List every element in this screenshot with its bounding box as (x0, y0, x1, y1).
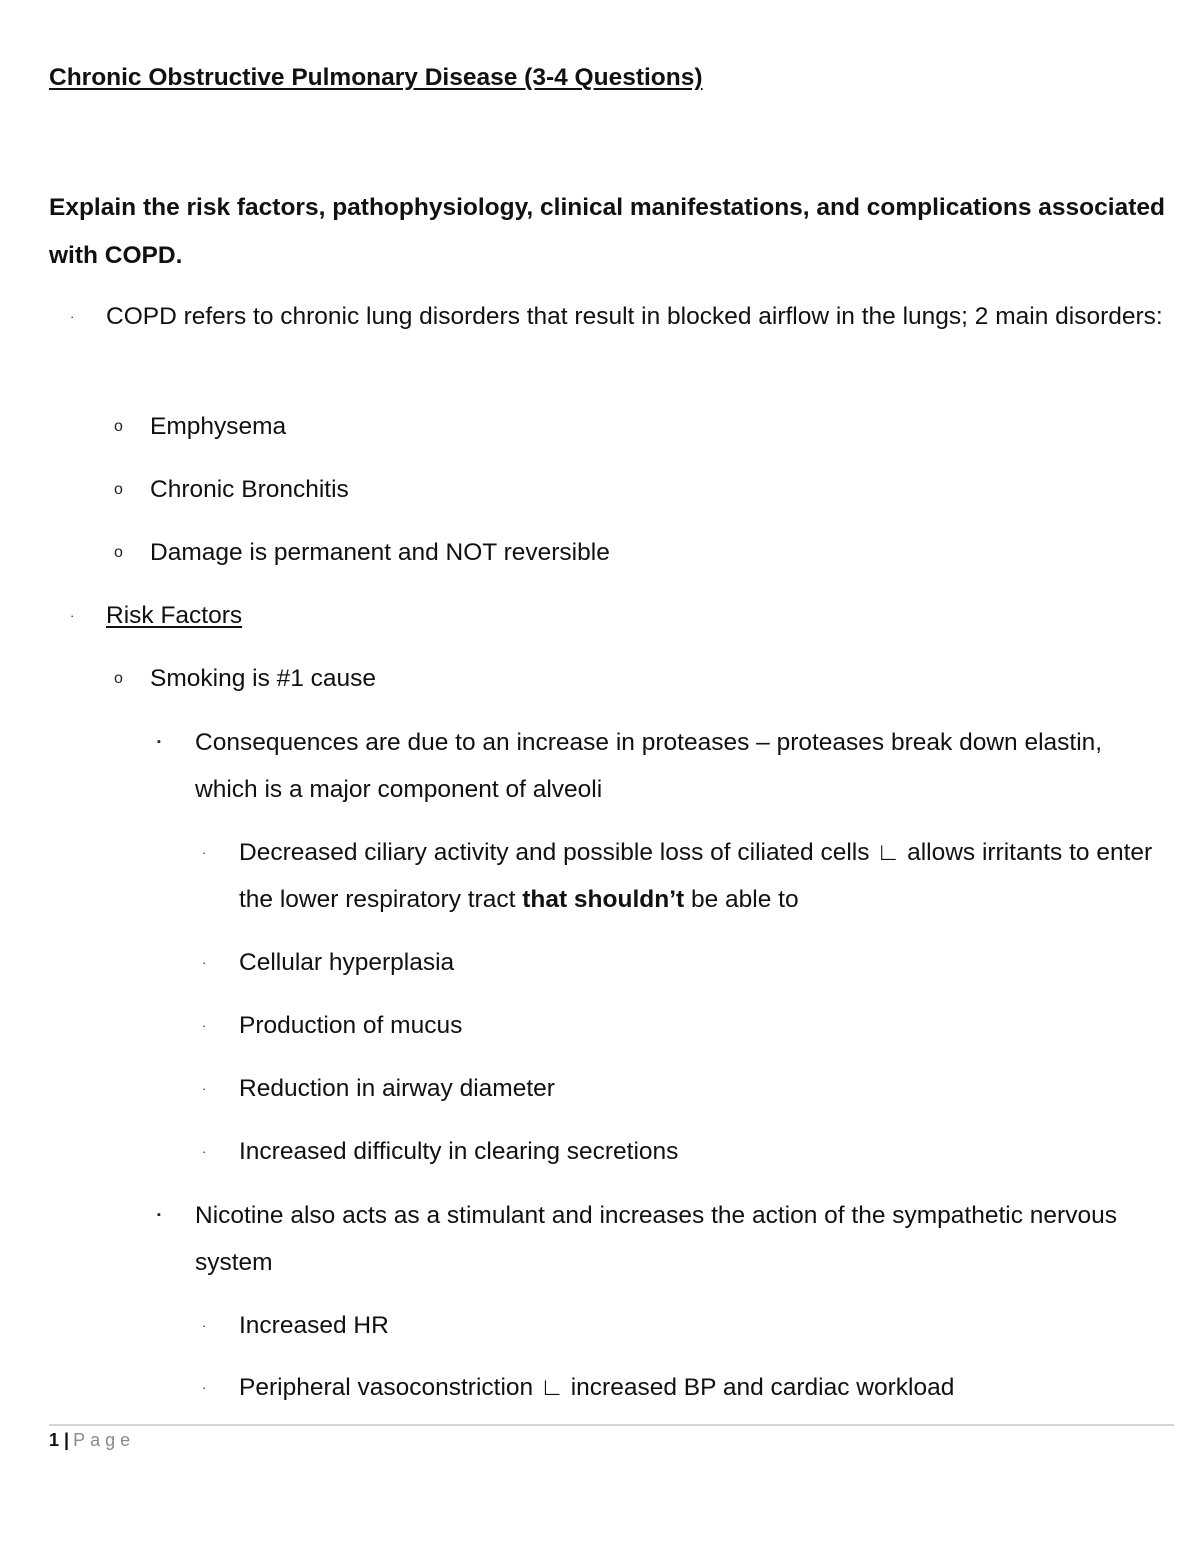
item-text: Consequences are due to an increase in proteases – proteases break down elastin, which is a major component of alveoli (195, 729, 1103, 803)
item-text: Damage is permanent and NOT reversible (150, 539, 610, 566)
page-label: Page (73, 1430, 136, 1450)
list-item-nicotine (157, 1192, 1170, 1286)
item-text: Cellular hyperplasia (239, 949, 455, 976)
page-footer (49, 1430, 135, 1451)
bullet-dot-icon: · (70, 608, 75, 623)
item-text: Emphysema (150, 413, 287, 440)
item-text: Reduction in airway diameter (239, 1075, 555, 1102)
question-heading: Explain the risk factors, pathophysiology, clinical manifestations, and complications associated with COPD. (49, 194, 1165, 269)
bullet-dot-icon: · (202, 1081, 207, 1096)
item-text: Increased difficulty in clearing secretions (239, 1138, 679, 1165)
footer-divider (49, 1424, 1174, 1426)
page-title: Chronic Obstructive Pulmonary Disease (3-4 Questions) (49, 64, 703, 91)
list-item-emphysema (114, 403, 1170, 450)
item-text: be able to (684, 886, 799, 913)
bullet-square-icon: ▪ (157, 736, 161, 748)
item-text: Nicotine also acts as a stimulant and increases the action of the sympathetic nervous system (195, 1202, 1117, 1276)
bullet-dot-icon: · (202, 1318, 207, 1333)
item-text: Peripheral vasoconstriction ∟ increased BP and cardiac workload (239, 1374, 955, 1401)
list-item-mucus (202, 1002, 1174, 1049)
item-text: Production of mucus (239, 1012, 463, 1039)
bullet-dot-icon: · (202, 845, 207, 860)
list-item-secretions (202, 1128, 1174, 1175)
section-heading-risk-factors: Risk Factors (106, 602, 243, 629)
list-item-copd-definition (70, 293, 1176, 340)
bullet-dot-icon: · (202, 955, 207, 970)
page-number: 1 (49, 1430, 60, 1450)
list-item-vasoconstriction (202, 1364, 1174, 1411)
list-item-hr (202, 1302, 1174, 1349)
bullet-dot-icon: · (202, 1018, 207, 1033)
bullet-circle-icon: o (114, 418, 123, 435)
item-text: Decreased ciliary activity and possible loss of ciliated cells ∟ allows irritants to enter the lower respiratory tract (239, 839, 1153, 913)
list-item-chronic-bronchitis (114, 466, 1170, 513)
list-item-smoking (114, 655, 1170, 702)
bullet-dot-icon: · (70, 309, 75, 324)
bullet-circle-icon: o (114, 481, 123, 498)
list-item-risk-factors (70, 592, 1176, 639)
footer-separator: | (64, 1430, 70, 1450)
list-item-airway (202, 1065, 1174, 1112)
bullet-square-icon: ▪ (157, 1209, 161, 1221)
list-item-hyperplasia (202, 939, 1174, 986)
list-item-ciliary (202, 829, 1174, 923)
item-text: Smoking is #1 cause (150, 665, 377, 692)
bullet-dot-icon: · (202, 1144, 207, 1159)
list-item-damage (114, 529, 1170, 576)
list-item-consequences (157, 719, 1170, 813)
bullet-circle-icon: o (114, 544, 123, 561)
item-text: Chronic Bronchitis (150, 476, 349, 503)
item-text: COPD refers to chronic lung disorders that result in blocked airflow in the lungs; 2 main disorders: (106, 303, 1163, 330)
bullet-circle-icon: o (114, 670, 123, 687)
bullet-dot-icon: · (202, 1380, 207, 1395)
item-text-emphasis: that shouldn’t (522, 886, 685, 913)
item-text: Increased HR (239, 1312, 389, 1339)
